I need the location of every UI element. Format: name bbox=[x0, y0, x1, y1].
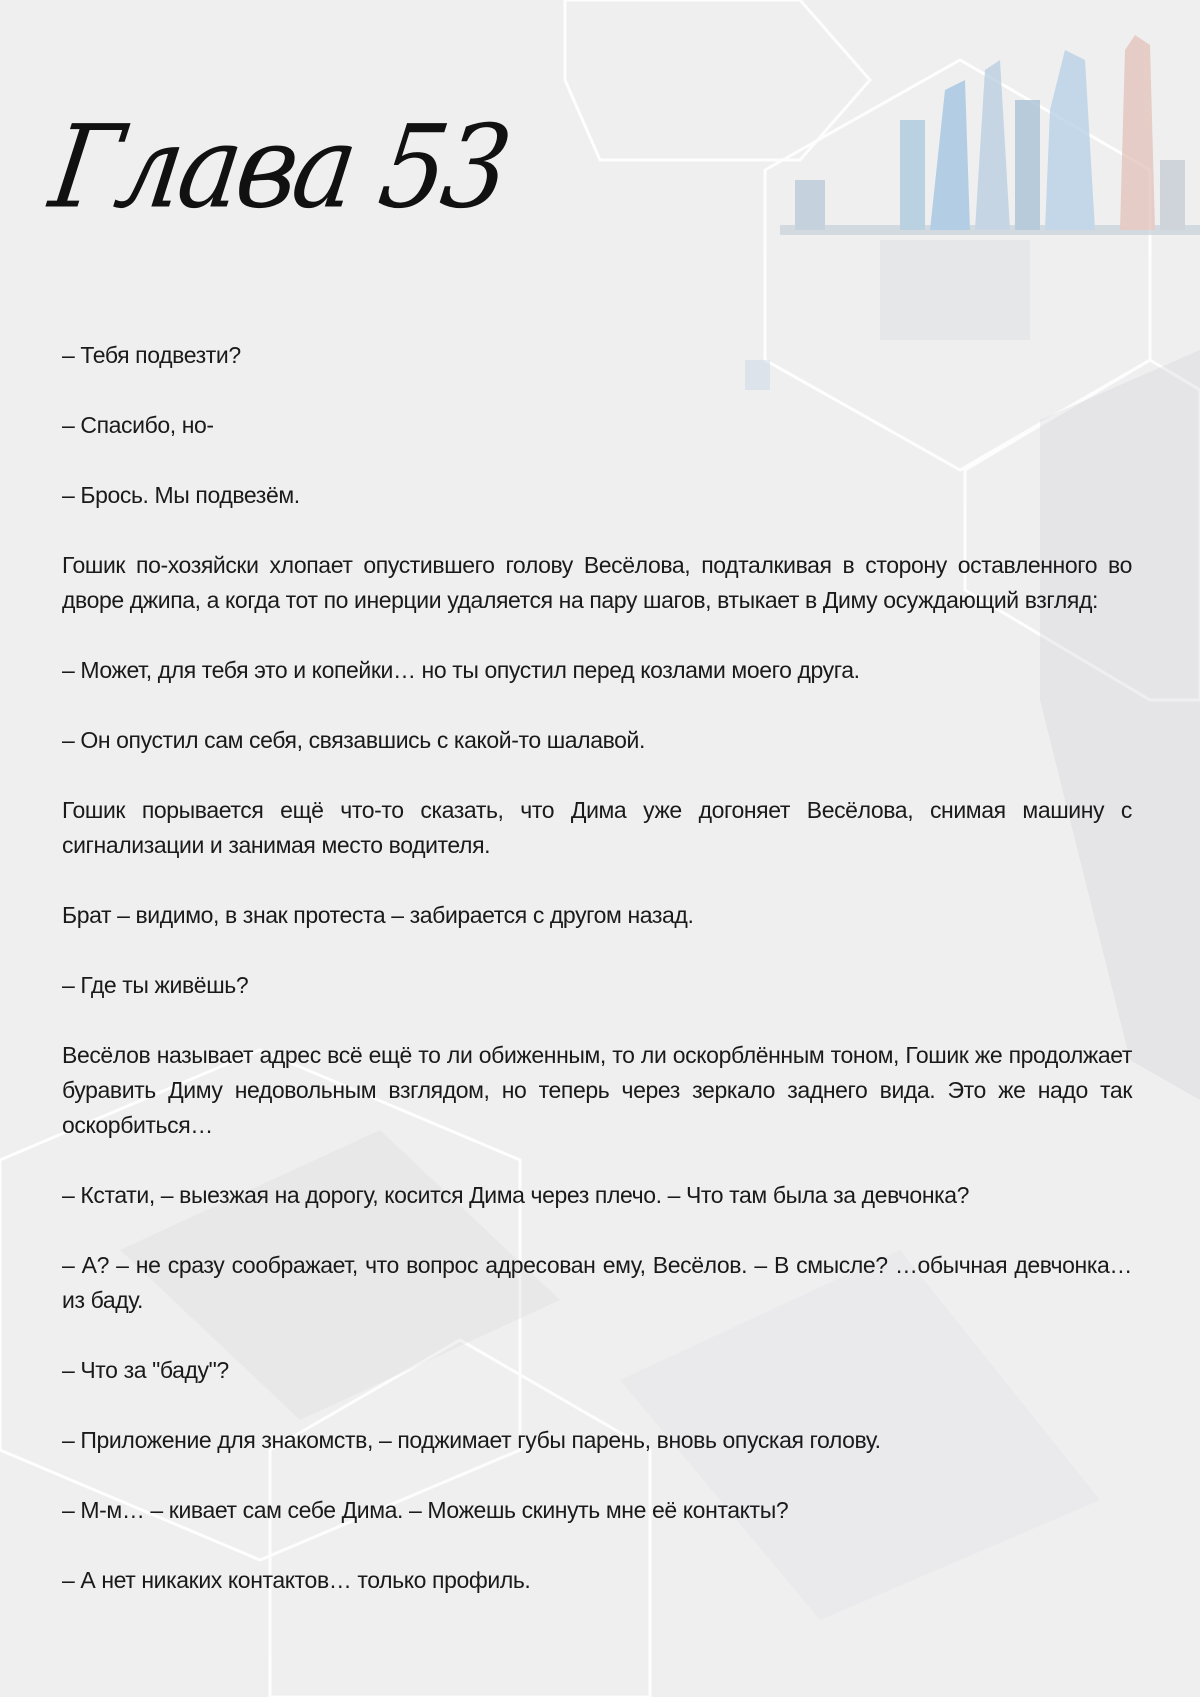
paragraph: – Где ты живёшь? bbox=[62, 972, 249, 998]
chapter-title: Глава 53 bbox=[43, 100, 516, 235]
paragraph: Весёлов называет адрес всё ещё то ли обиженным, то ли оскорблённым тоном, Гошик же продолжает буравить Диму недовольным взглядом, но теперь через зеркало заднего вида. Это же надо так оскорбиться… bbox=[62, 1042, 1132, 1138]
paragraph: – Кстати, – выезжая на дорогу, косится Дима через плечо. – Что там была за девчонка? bbox=[62, 1182, 970, 1208]
paragraph: Гошик по-хозяйски хлопает опустившего голову Весёлова, подталкивая в сторону оставленного во дворе джипа, а когда тот по инерции удаляется на пару шагов, втыкает в Диму осуждающий взгляд: bbox=[62, 552, 1132, 613]
paragraph: – А? – не сразу соображает, что вопрос адресован ему, Весёлов. – В смысле? …обычная девчонка… из баду. bbox=[62, 1252, 1132, 1313]
paragraph: Гошик порывается ещё что-то сказать, что Дима уже догоняет Весёлова, снимая машину с сигнализации и занимая место водителя. bbox=[62, 797, 1132, 858]
paragraph: Брат – видимо, в знак протеста – забирается с другом назад. bbox=[62, 902, 694, 928]
paragraph: – Тебя подвезти? bbox=[62, 342, 241, 368]
paragraph: – А нет никаких контактов… только профиль. bbox=[62, 1567, 531, 1593]
paragraph: – Что за "баду"? bbox=[62, 1357, 229, 1383]
paragraph: – Спасибо, но- bbox=[62, 412, 214, 438]
paragraph: – Брось. Мы подвезём. bbox=[62, 482, 300, 508]
city-skyline-image bbox=[745, 35, 1200, 390]
paragraph: – Может, для тебя это и копейки… но ты опустил перед козлами моего друга. bbox=[62, 657, 860, 683]
paragraph: – Приложение для знакомств, – поджимает губы парень, вновь опуская голову. bbox=[62, 1427, 881, 1453]
paragraph: – Он опустил сам себя, связавшись с какой-то шалавой. bbox=[62, 727, 645, 753]
paragraph: – М-м… – кивает сам себе Дима. – Можешь скинуть мне её контакты? bbox=[62, 1497, 789, 1523]
chapter-body bbox=[62, 338, 1132, 1633]
